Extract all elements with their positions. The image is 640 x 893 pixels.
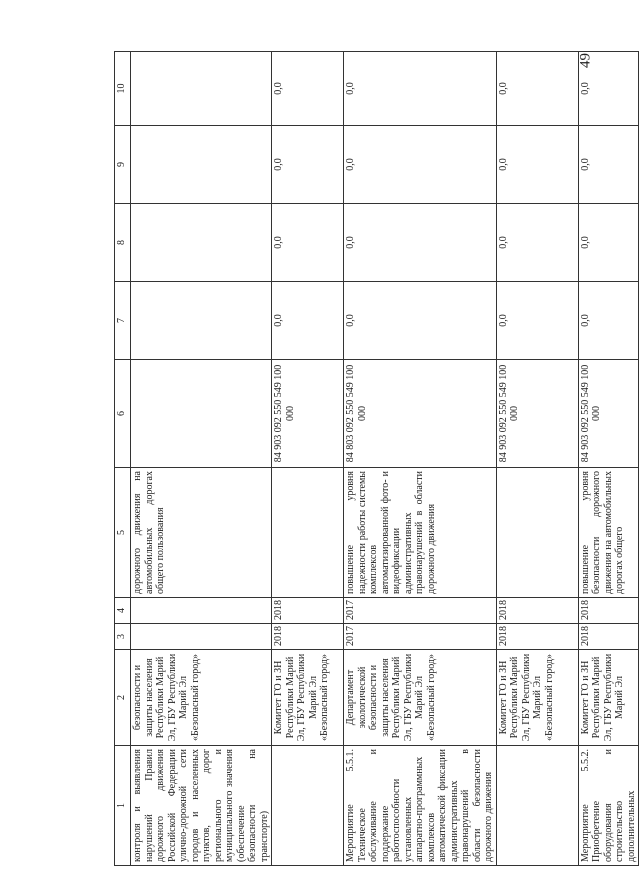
- cell-executor: Комитет ГО и ЗН Республики Марий Эл, ГБУ Республики Марий Эл «Безопасный город»: [272, 650, 344, 746]
- cell-measure: Мероприятие 5.5.1. Техническое обслуживание и поддержание работоспособности установленных аппаратно-программных комплексов автоматической фиксации административных правонарушений в области безопасности дорожного движения: [344, 746, 497, 866]
- cell-executor: Комитет ГО и ЗН Республики Марий Эл, ГБУ Республики Марий Эл «Безопасный город»: [496, 650, 578, 746]
- cell-value-8: 0,0: [496, 204, 578, 282]
- cell-value-10: 0,0: [496, 52, 578, 126]
- cell-measure: [496, 746, 578, 866]
- header-col-2: 2: [115, 650, 131, 746]
- cell-executor: Департамент экологической безопасности и защиты населения Республики Марий Эл, ГБУ Республики Марий Эл «Безопасный город»: [344, 650, 497, 746]
- header-col-5: 5: [115, 468, 131, 598]
- table-row: [272, 52, 344, 866]
- cell-value-9: [131, 126, 272, 204]
- cell-value-7: 0,0: [272, 282, 344, 360]
- cell-value-9: 0,0: [578, 126, 639, 204]
- header-col-6: 6: [115, 360, 131, 468]
- header-col-1: 1: [115, 746, 131, 866]
- cell-value-10: 0,0: [344, 52, 497, 126]
- cell-value-9: 0,0: [344, 126, 497, 204]
- cell-value-7: [131, 282, 272, 360]
- cell-value-10: [131, 52, 272, 126]
- cell-result: [272, 468, 344, 598]
- cell-executor: безопасности и защиты населения Республики Марий Эл, ГБУ Республики Марий Эл «Безопасный город»: [131, 650, 272, 746]
- cell-value-8: 0,0: [344, 204, 497, 282]
- cell-value-8: 0,0: [272, 204, 344, 282]
- table-row: [344, 52, 497, 866]
- cell-start-year: 2018: [496, 624, 578, 650]
- header-col-10: 10: [115, 52, 131, 126]
- cell-value-7: 0,0: [496, 282, 578, 360]
- cell-end-year: [131, 598, 272, 624]
- header-col-9: 9: [115, 126, 131, 204]
- header-col-8: 8: [115, 204, 131, 282]
- cell-value-10: 0,0: [272, 52, 344, 126]
- header-col-4: 4: [115, 598, 131, 624]
- rotated-table-container: [114, 52, 637, 866]
- cell-measure: [272, 746, 344, 866]
- cell-start-year: [131, 624, 272, 650]
- cell-start-year: 2017: [344, 624, 497, 650]
- table-row: [578, 52, 639, 866]
- header-col-3: 3: [115, 624, 131, 650]
- cell-measure: контроля и выявления нарушений Правил дорожного движения Российской Федерации улично-дорожной сети городов и населенных пунктов, дорог регионального и муниципального значения (обеспечение безопасности на транспорте): [131, 746, 272, 866]
- cell-value-7: 0,0: [578, 282, 639, 360]
- cell-result: повышение уровня безопасности дорожного движения на автомобильных дорогах общего: [578, 468, 639, 598]
- cell-end-year: 2018: [578, 598, 639, 624]
- cell-budget-code: 84 803 092 550 549 100 000: [344, 360, 497, 468]
- budget-table: [114, 51, 639, 866]
- cell-budget-code: 84 903 092 550 549 100 000: [496, 360, 578, 468]
- cell-end-year: 2017: [344, 598, 497, 624]
- cell-start-year: 2018: [578, 624, 639, 650]
- table-row: [131, 52, 272, 866]
- cell-result: дорожного движения на автомобильных дорогах общего пользования: [131, 468, 272, 598]
- cell-value-7: 0,0: [344, 282, 497, 360]
- page-number: 49: [577, 53, 594, 68]
- cell-value-9: 0,0: [272, 126, 344, 204]
- cell-result: повышение уровня надежности работы системы комплексов автоматизированной фото- и видеофиксации административных правонарушений в области дорожного движения: [344, 468, 497, 598]
- cell-budget-code: 84 903 092 550 549 100 000: [272, 360, 344, 468]
- cell-end-year: 2018: [496, 598, 578, 624]
- cell-result: [496, 468, 578, 598]
- cell-end-year: 2018: [272, 598, 344, 624]
- cell-start-year: 2018: [272, 624, 344, 650]
- cell-value-10: 0,0: [578, 52, 639, 126]
- cell-executor: Комитет ГО и ЗН Республики Марий Эл, ГБУ Республики Марий Эл: [578, 650, 639, 746]
- header-row: [115, 52, 131, 866]
- cell-budget-code: 84 903 092 550 549 100 000: [578, 360, 639, 468]
- cell-value-8: [131, 204, 272, 282]
- cell-value-8: 0,0: [578, 204, 639, 282]
- table-row: [496, 52, 578, 866]
- cell-measure: Мероприятие 5.5.2. Приобретение оборудования и строительство дополнительных: [578, 746, 639, 866]
- header-col-7: 7: [115, 282, 131, 360]
- cell-value-9: 0,0: [496, 126, 578, 204]
- cell-budget-code: [131, 360, 272, 468]
